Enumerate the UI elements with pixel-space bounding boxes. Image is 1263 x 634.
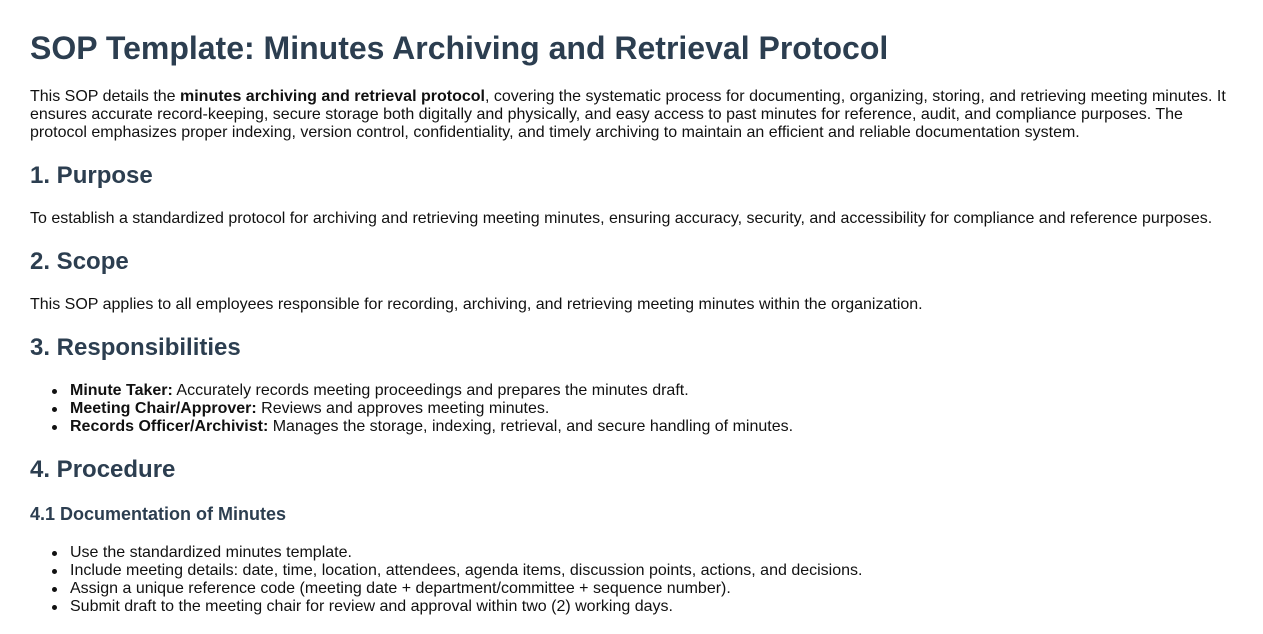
intro-suffix: , covering the systematic process for documenting, organizing, storing, and retrieving meeting minutes. It ensures accurate record-keeping, secure storage both digitally and physically, and easy access to past minutes for reference, audit, and compliance purposes. The protocol emphasizes proper indexing, version control, confidentiality, and timely archiving to maintain an efficient and reliable documentation system. bbox=[30, 88, 1226, 141]
list-item bbox=[30, 382, 793, 400]
procedure-heading: 4. Procedure bbox=[30, 456, 176, 483]
role-description: Manages the storage, indexing, retrieval, and secure handling of minutes. bbox=[268, 418, 794, 435]
role-description: Accurately records meeting proceedings and prepares the minutes draft. bbox=[172, 382, 689, 399]
role-label: Meeting Chair/Approver: bbox=[70, 400, 257, 417]
list-item: Submit draft to the meeting chair for review and approval within two (2) working days. bbox=[30, 598, 862, 616]
list-item: Use the standardized minutes template. bbox=[30, 544, 862, 562]
documentation-subheading: 4.1 Documentation of Minutes bbox=[30, 504, 287, 524]
list-item bbox=[30, 400, 793, 418]
role-label: Minute Taker: bbox=[70, 382, 173, 399]
purpose-heading: 1. Purpose bbox=[30, 162, 153, 189]
scope-heading: 2. Scope bbox=[30, 248, 129, 275]
purpose-text: To establish a standardized protocol for archiving and retrieving meeting minutes, ensuring accuracy, security, and accessibility for compliance and reference purposes. bbox=[30, 210, 1213, 227]
role-label: Records Officer/Archivist: bbox=[70, 418, 269, 435]
list-item bbox=[30, 418, 793, 436]
intro-bold-phrase: minutes archiving and retrieval protocol bbox=[180, 88, 485, 105]
intro-paragraph bbox=[30, 88, 1235, 142]
responsibilities-list bbox=[30, 382, 793, 436]
role-description: Reviews and approves meeting minutes. bbox=[256, 400, 550, 417]
list-item: Include meeting details: date, time, location, attendees, agenda items, discussion points, actions, and decisions. bbox=[30, 562, 862, 580]
list-item: Assign a unique reference code (meeting date + department/committee + sequence number). bbox=[30, 580, 862, 598]
scope-text: This SOP applies to all employees responsible for recording, archiving, and retrieving meeting minutes within the organization. bbox=[30, 296, 923, 313]
page-title: SOP Template: Minutes Archiving and Retrieval Protocol bbox=[30, 30, 889, 66]
documentation-list bbox=[30, 544, 862, 616]
responsibilities-heading: 3. Responsibilities bbox=[30, 334, 241, 361]
intro-prefix: This SOP details the bbox=[30, 88, 180, 105]
